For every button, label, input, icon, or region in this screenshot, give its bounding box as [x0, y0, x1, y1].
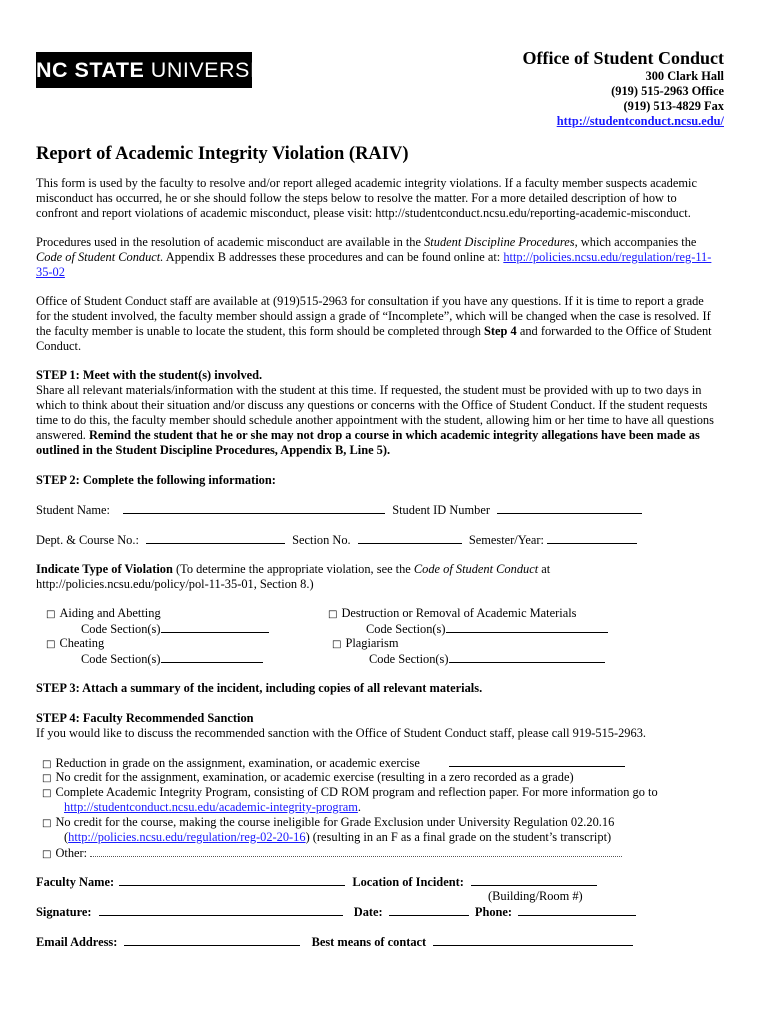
logo-bold: NC STATE — [36, 58, 145, 82]
staff-line: for the student involved, the faculty member should assign a grade of “Incomplete”, which will be changed when the case is resolved. If — [36, 309, 711, 323]
step1-section — [36, 368, 736, 458]
checkbox-icon[interactable]: □ — [42, 759, 52, 770]
intro-paragraph — [36, 176, 736, 221]
section-field[interactable] — [358, 532, 462, 544]
violation-text: at — [538, 562, 551, 576]
code-title: Code of Student Conduct. — [36, 250, 164, 264]
option-label: Plagiarism — [345, 636, 399, 650]
other-field[interactable] — [90, 845, 622, 857]
sanction-other[interactable] — [42, 845, 622, 862]
signature-label: Signature: — [36, 905, 92, 919]
office-address: 300 Clark Hall — [645, 69, 724, 83]
staff-line: and forwarded to the Office of Student — [516, 324, 712, 338]
step4-intro: If you would like to discuss the recommended sanction with the Office of Student Conduct staff, please call 919-515-2963. — [36, 726, 646, 740]
checkbox-icon[interactable]: □ — [42, 818, 52, 829]
phone-field[interactable] — [518, 904, 636, 916]
step1-reminder: Remind the student that he or she may not drop a course in which academic integrity allegations have been made as — [88, 428, 700, 442]
grade-exclusion-link[interactable]: http://policies.ncsu.edu/regulation/reg-02-20-16 — [68, 830, 306, 844]
checkbox-icon[interactable]: □ — [332, 639, 342, 650]
procedures-text: Appendix B addresses these procedures and can be found online at: — [163, 250, 504, 264]
checkbox-icon[interactable]: □ — [328, 609, 338, 620]
step1-line: time to do this, the faculty member should schedule another appointment with the student, allowing him or her time to have all questions — [36, 413, 714, 427]
intro-line: confront and report violations of academic misconduct, please visit: http://studentconduct.ncsu.edu/reporting-academic-misconduct. — [36, 206, 691, 220]
contact-field[interactable] — [433, 934, 633, 946]
building-room-hint: (Building/Room #) — [488, 889, 583, 903]
student-name-field[interactable] — [123, 502, 385, 514]
signature-field[interactable] — [99, 904, 343, 916]
contact-label: Best means of contact — [311, 935, 427, 949]
section-label: Section No. — [292, 533, 351, 547]
integrity-program-link-row — [64, 800, 361, 815]
location-field[interactable] — [471, 874, 597, 886]
step3-heading: STEP 3: Attach a summary of the incident, including copies of all relevant materials. — [36, 681, 483, 695]
email-row — [36, 934, 633, 950]
office-fax: (919) 513-4829 Fax — [623, 99, 724, 113]
option-plagiarism[interactable] — [332, 636, 398, 652]
code-section-row — [366, 621, 608, 637]
code-section-field[interactable] — [161, 621, 269, 633]
violation-code: Code of Student Conduct — [413, 562, 539, 576]
step1-reminder-end: outlined in the Student Discipline Procedures, Appendix B, Line 5). — [36, 443, 391, 457]
option-label: Destruction or Removal of Academic Materials — [341, 606, 577, 620]
sanction-label: Complete Academic Integrity Program, consisting of CD ROM program and reflection paper. For more information go to — [55, 785, 658, 799]
semester-label: Semester/Year: — [468, 533, 544, 547]
student-id-field[interactable] — [497, 502, 642, 514]
step1-heading: STEP 1: Meet with the student(s) involved. — [36, 368, 263, 382]
course-row — [36, 532, 637, 548]
period: . — [357, 800, 361, 814]
logo-rest: UNIVERSITY — [150, 58, 285, 82]
checkbox-icon[interactable]: □ — [46, 609, 56, 620]
staff-paragraph — [36, 294, 736, 354]
step4-ref: Step 4 — [484, 324, 517, 338]
faculty-name-label: Faculty Name: — [36, 875, 115, 889]
date-label: Date: — [353, 905, 383, 919]
intro-line: This form is used by the faculty to resolve and/or report alleged academic integrity violations. If a faculty member suspects academic — [36, 176, 697, 190]
location-label: Location of Incident: — [352, 875, 464, 889]
step1-line: which to think about their situation and/or discuss any questions or concerns with the Office of Student Conduct. If the student requests — [36, 398, 708, 412]
signature-row — [36, 904, 636, 920]
paren: ( — [64, 830, 69, 844]
grade-exclusion-text: ) (resulting in an F as a final grade on the student’s transcript) — [305, 830, 612, 844]
step2-heading: STEP 2: Complete the following information: — [36, 473, 276, 487]
staff-line: the faculty member is unable to locate the student, this form should be completed through — [36, 324, 485, 338]
office-name: Office of Student Conduct — [522, 48, 724, 68]
checkbox-icon[interactable]: □ — [42, 788, 52, 799]
step4-section — [36, 711, 736, 741]
regulation-link-cont[interactable]: 35-02 — [36, 265, 65, 279]
page-title: Report of Academic Integrity Violation (RAIV) — [36, 144, 409, 164]
code-section-row — [81, 621, 269, 637]
sanction-label: Reduction in grade on the assignment, examination, or academic exercise — [55, 756, 420, 770]
staff-line: Office of Student Conduct staff are available at (919)515-2963 for consultation if you have any questions. If it is time to report a grade — [36, 294, 704, 308]
sanction-label: No credit for the course, making the course ineligible for Grade Exclusion under University Regulation 02.20.16 — [55, 815, 615, 829]
checkbox-icon[interactable]: □ — [46, 639, 56, 650]
code-section-label: Code Section(s) — [366, 622, 446, 636]
option-cheating[interactable] — [46, 636, 104, 652]
student-id-label: Student ID Number — [392, 503, 490, 517]
office-phone: (919) 515-2963 Office — [611, 84, 724, 98]
sanction-label: No credit for the assignment, examination, or academic exercise (resulting in a zero recorded as a grade) — [55, 770, 574, 784]
phone-label: Phone: — [474, 905, 513, 919]
procedures-paragraph — [36, 235, 736, 280]
email-label: Email Address: — [36, 935, 118, 949]
step4-heading: STEP 4: Faculty Recommended Sanction — [36, 711, 254, 725]
option-destruction[interactable] — [328, 606, 576, 622]
intro-line: misconduct has occurred, he or she should follow the steps below to resolve the matter. For a more detailed description of how to — [36, 191, 677, 205]
procedures-text: , which accompanies the — [574, 235, 697, 249]
student-name-label: Student Name: — [36, 503, 110, 517]
semester-field[interactable] — [547, 532, 637, 544]
staff-line: Conduct. — [36, 339, 82, 353]
code-section-row — [81, 651, 263, 667]
code-section-label: Code Section(s) — [81, 652, 161, 666]
office-url-link[interactable]: http://studentconduct.ncsu.edu/ — [556, 114, 724, 128]
code-section-label: Code Section(s) — [369, 652, 449, 666]
grade-exclusion-row — [64, 830, 611, 845]
option-label: Aiding and Abetting — [59, 606, 161, 620]
sanction-no-credit-course[interactable] — [42, 815, 614, 831]
step1-line: Share all relevant materials/information with the student at this time. If requested, the student must be provided with up to two days in — [36, 383, 702, 397]
checkbox-icon[interactable]: □ — [42, 849, 52, 860]
violation-text: http://policies.ncsu.edu/policy/pol-11-35-01, Section 8.) — [36, 577, 314, 591]
checkbox-icon[interactable]: □ — [42, 773, 52, 784]
procedures-title: Student Discipline Procedures — [424, 235, 575, 249]
code-section-row — [369, 651, 605, 667]
step1-line: answered. — [36, 428, 89, 442]
faculty-name-field[interactable] — [119, 874, 345, 886]
reduction-field[interactable] — [449, 755, 625, 767]
regulation-link[interactable]: http://policies.ncsu.edu/regulation/reg-11- — [503, 250, 712, 264]
option-label: Cheating — [59, 636, 105, 650]
option-aiding[interactable] — [46, 606, 161, 622]
email-field[interactable] — [124, 934, 300, 946]
dept-field[interactable] — [146, 532, 285, 544]
violation-heading: Indicate Type of Violation — [36, 562, 173, 576]
code-section-field[interactable] — [449, 651, 605, 663]
faculty-row — [36, 874, 597, 890]
sanction-integrity-program[interactable] — [42, 785, 658, 801]
code-section-label: Code Section(s) — [81, 622, 161, 636]
student-name-row — [36, 502, 642, 518]
code-section-field[interactable] — [446, 621, 608, 633]
sanction-no-credit-assignment[interactable] — [42, 770, 574, 786]
nc-state-logo — [36, 52, 285, 88]
violation-text: (To determine the appropriate violation, see the — [172, 562, 414, 576]
code-section-field[interactable] — [161, 651, 263, 663]
procedures-text: Procedures used in the resolution of academic misconduct are available in the — [36, 235, 425, 249]
sanction-label: Other: — [55, 846, 88, 860]
violation-instructions — [36, 562, 736, 592]
date-field[interactable] — [389, 904, 469, 916]
integrity-program-link[interactable]: http://studentconduct.ncsu.edu/academic-integrity-program — [64, 800, 358, 814]
dept-label: Dept. & Course No.: — [36, 533, 139, 547]
